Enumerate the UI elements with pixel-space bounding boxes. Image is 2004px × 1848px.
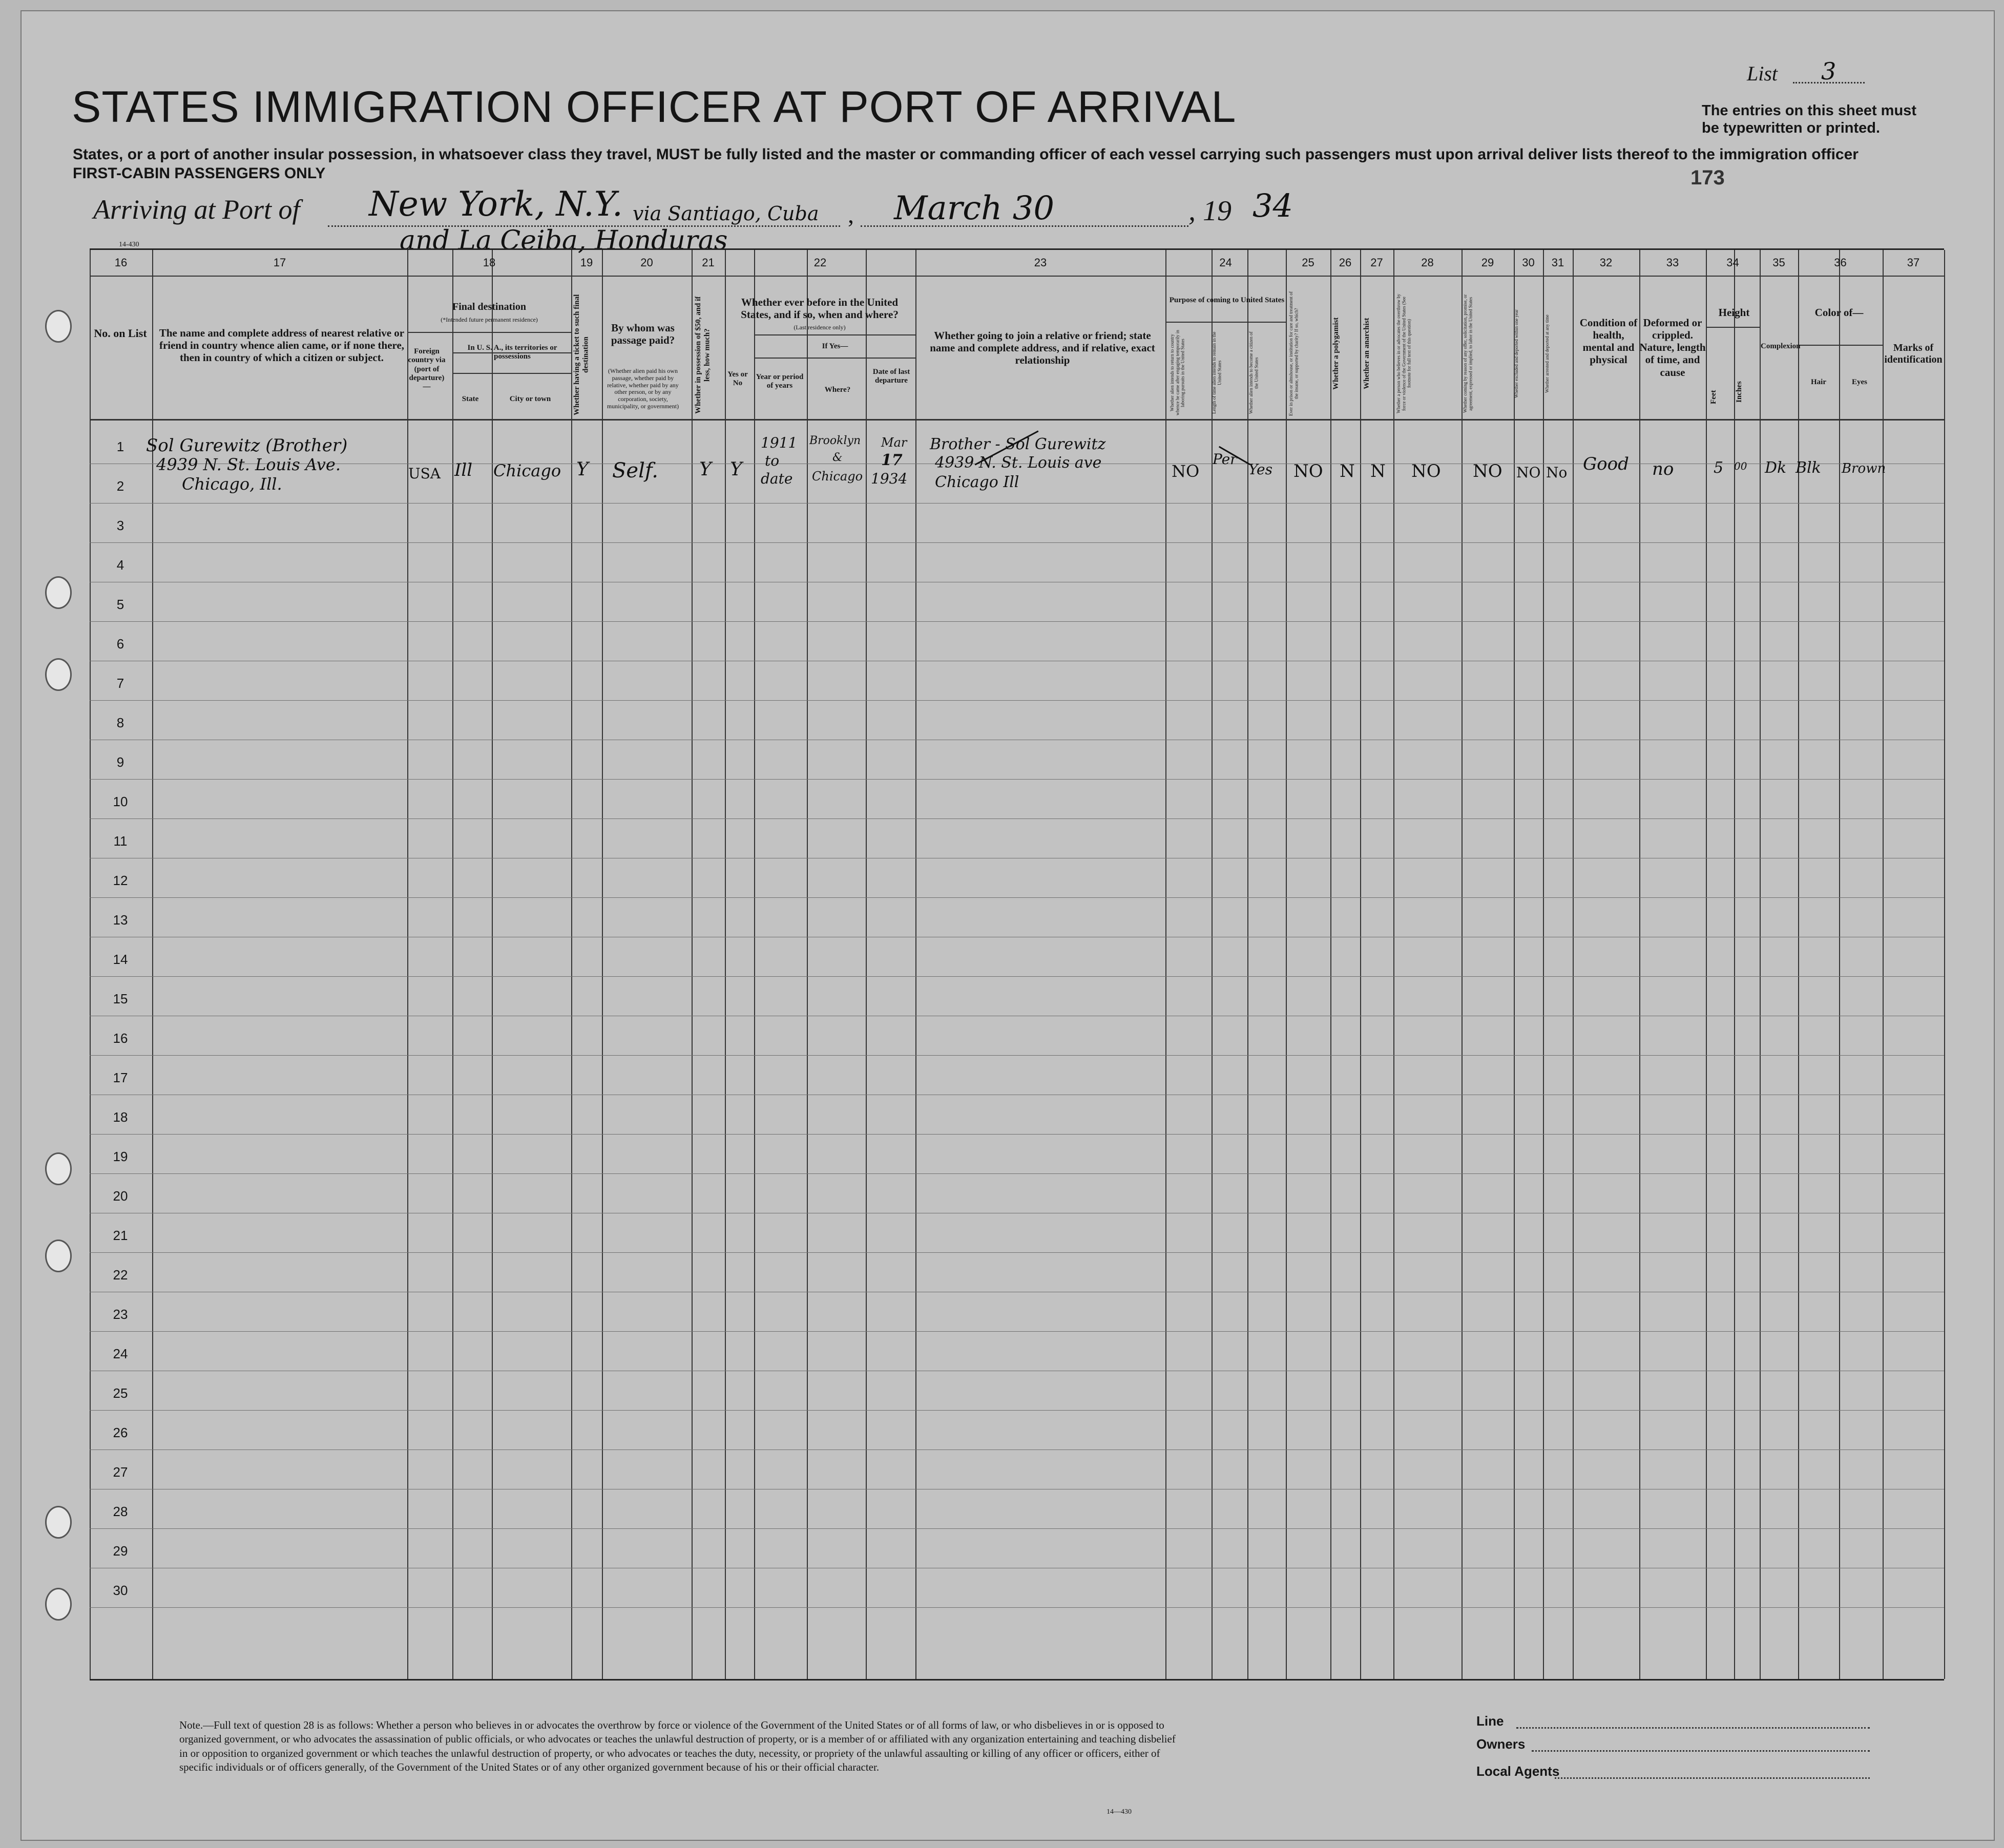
header-if-yes: If Yes— [822,342,848,350]
header-state: State [462,395,479,403]
entry-ticket: Y [576,459,589,480]
entry-where-2: & [832,451,843,464]
column-number-16: 16 [114,256,128,269]
row-number: 5 [116,597,124,612]
header-inches: Inches [1735,381,1743,403]
local-agents-label: Local Agents [1476,1763,1560,1779]
form-code-bottom: 14—430 [1107,1808,1132,1816]
column-number-27: 27 [1370,256,1383,269]
column-number-34: 34 [1726,256,1739,269]
stamp-number: 173 [1690,166,1725,189]
column-divider [1514,250,1515,1679]
column-number-23: 23 [1034,256,1047,269]
entry-relative-line2: 4939 N. St. Louis Ave. [156,455,341,474]
passenger-class: FIRST-CABIN PASSENGERS ONLY [73,165,326,182]
column-divider [1330,250,1331,1679]
header-relative: The name and complete address of nearest relative or friend in country whence alien came, or if none there, then in country of which a citizen or subject. [159,327,405,364]
entry-q28: NO [1411,461,1441,481]
row-divider [90,976,1944,977]
header-hair: Hair [1811,378,1826,386]
punch-hole [45,1240,72,1272]
row-number: 21 [113,1228,128,1243]
row-divider [90,1331,1944,1332]
column-number-17: 17 [273,256,286,269]
column-divider [1286,250,1287,1679]
row-divider [90,1607,1944,1608]
header-health: Condition of health, mental and physical [1579,317,1638,366]
subheader-divider [754,358,915,359]
entry-feet: 5 [1714,459,1724,477]
subheader-divider [1706,327,1760,328]
row-number: 18 [113,1109,128,1125]
column-divider [1944,250,1945,1679]
column-divider [1839,250,1840,1679]
header-purpose-citizen: Whether alien intends to become a citizen of the United States [1248,331,1259,414]
subheader-divider [452,373,571,374]
entry-join-2: 4939 N. St. Louis ave [935,454,1102,472]
header-polygamist: Whether a polygamist [1332,317,1340,390]
header-q28: Whether a person who believes in or advocates the overthrow by force or violence of the Government of the United States (See footnote for full text of this question) [1396,293,1412,414]
list-label: List [1747,62,1778,85]
column-divider [1360,250,1361,1679]
row-number: 9 [116,754,124,770]
header-final-destination-sub: (*Intended future permanent residence) [441,316,538,323]
row-number: 25 [113,1385,128,1401]
header-where: Where? [824,386,851,394]
line-label: Line [1476,1713,1504,1729]
header-q31: Whether arrested and deported at any time [1544,314,1550,393]
column-number-18: 18 [483,256,496,269]
entry-health: Good [1583,454,1629,474]
row-number: 4 [116,557,124,573]
row-divider [90,1055,1944,1056]
column-divider [492,250,493,1679]
entry-where-1: Brooklyn [809,434,861,447]
entry-years-1: 1911 [761,434,798,451]
row-number: 17 [113,1070,128,1085]
column-number-24: 24 [1219,256,1232,269]
entry-years-2: to [765,452,780,469]
entry-date-3: 1934 [871,470,908,487]
footnote-question-28: Note.—Full text of question 28 is as follows: Whether a person who believes in or advocates the overthrow by force or violence of the Government of the United States or of all forms of law, or who disbelieves in or is opposed to organized government, or who advocates the assassination of public officials, or who advocates or teaches the unlawful destruction of property, or is a member of or affiliated with any organization entertaining and teaching disbelief in or opposition to organized government or which teaches the unlawful destruction of property, or who advocates or teaches the duty, necessity, or propriety of the unlawful assaulting or killing of any officer or officers, either of specific individuals or of officers generally, of the Government of the United States or of any other organized government because of his or their official character. [179,1719,1176,1773]
entry-eyes: Brown [1842,461,1886,476]
header-money: Whether in possession of $50, and if less, how much? [694,296,712,414]
column-divider [1706,250,1707,1679]
row-divider [90,621,1944,622]
column-divider [807,250,808,1679]
column-divider [1543,250,1544,1679]
row-number: 19 [113,1149,128,1164]
column-number-20: 20 [640,256,653,269]
row-number: 3 [116,518,124,533]
row-divider [90,779,1944,780]
line-field [1516,1727,1870,1729]
arriving-label: Arriving at Port of [93,194,300,225]
row-divider [90,700,1944,701]
punch-hole [45,1588,72,1621]
header-prison: Ever in prison or almshouse, or institution for care and treatment of the insane, or supported by charity? If so, which? [1288,291,1299,416]
row-number: 23 [113,1307,128,1322]
header-final-destination: Final destination [452,301,526,312]
header-ever-before: Whether ever before in the United States, and if so, when and where? [741,296,899,321]
header-q29: Whether coming by reason of any offer, solicitation, promise, or agreement, expressed or implied, to labor in the United States [1463,294,1473,413]
year-prefix: , 19 [1188,195,1231,227]
header-yes-no: Yes or No [727,370,748,388]
header-purpose-length: Length of time alien intends to remain in the United States [1212,331,1222,414]
row-divider [90,1528,1944,1529]
column-number-33: 33 [1666,256,1679,269]
header-height: Height [1718,306,1750,319]
subheader-divider [1165,322,1286,323]
row-number: 26 [113,1425,128,1440]
via-route: via Santiago, Cuba [633,202,819,225]
column-number-31: 31 [1551,256,1564,269]
row-divider [90,897,1944,898]
header-deformed: Deformed or crippled. Nature, length of time, and cause [1639,317,1706,379]
entry-q30: NO [1516,464,1541,481]
row-divider [90,1252,1944,1253]
entry-inches: 00 [1734,460,1747,472]
column-divider [866,250,867,1679]
local-agents-field [1555,1777,1870,1779]
column-divider [1760,250,1761,1679]
header-usa: In U. S. A., its territories or possessions [467,344,557,361]
row-number: 11 [113,833,128,849]
entry-deformed: no [1652,459,1674,479]
form-title: STATES IMMIGRATION OFFICER AT PORT OF ARRIVAL [72,82,1237,132]
entry-date-2: 17 [881,451,903,469]
header-city: City or town [509,395,551,403]
header-color-of: Color of— [1814,306,1864,319]
entry-purpose-length: Per [1213,451,1237,468]
column-number-19: 19 [580,256,593,269]
column-number-36: 36 [1834,256,1847,269]
entry-q31: No [1546,464,1568,481]
owners-label: Owners [1476,1736,1526,1752]
form-instructions: States, or a port of another insular possession, in whatsoever class they travel, MUST be fully listed and the master or commanding officer of each vessel carrying such passengers must upon arrival deliver lists thereof to the immigration officer [73,146,1859,163]
subheader-divider [754,334,915,335]
entry-hair: Blk [1796,459,1821,477]
header-feet: Feet [1709,390,1718,405]
list-number: 3 [1821,57,1836,85]
row-number: 27 [113,1464,128,1480]
row-number: 14 [113,952,128,967]
entry-prison: NO [1293,461,1323,481]
column-divider [571,250,572,1679]
column-divider [915,250,916,1679]
column-divider [1639,250,1640,1679]
entry-foreign-country: USA [408,465,441,482]
column-divider [152,250,153,1679]
column-divider [452,250,453,1679]
row-number: 2 [116,478,124,494]
column-number-26: 26 [1339,256,1352,269]
entry-purpose-citizen: Yes [1248,461,1272,478]
header-year: Year or period of years [756,373,804,390]
entry-relative-line3: Chicago, Ill. [182,474,282,494]
row-divider [90,1410,1944,1411]
column-number-28: 28 [1421,256,1434,269]
subheader-divider [1798,345,1883,346]
entry-complexion: Dk [1765,459,1787,477]
punch-hole [45,658,72,691]
subheader-divider [407,332,571,333]
entry-ever-before: Y [730,459,742,480]
entries-note-2: be typewritten or printed. [1702,120,1881,136]
column-number-25: 25 [1302,256,1314,269]
manifest-table [90,248,1944,1681]
header-paid-by: By whom was passage paid? [611,322,675,347]
row-number: 22 [113,1267,128,1283]
entry-state: Ill [454,460,473,480]
column-divider [1393,250,1394,1679]
column-divider [754,250,755,1679]
row-number: 28 [113,1504,128,1519]
row-number: 8 [116,715,124,730]
punch-hole [45,310,72,343]
column-number-21: 21 [702,256,715,269]
form-code-top: 14-430 [119,241,139,248]
row-number: 12 [113,873,128,888]
column-divider [407,250,408,1679]
row-number: 13 [113,912,128,928]
column-divider [725,250,726,1679]
column-number-row-divider [90,276,1944,277]
entries-note-1: The entries on this sheet must [1702,102,1916,119]
column-number-22: 22 [813,256,827,269]
arrival-date: March 30 [894,190,1055,227]
punch-hole [45,1506,72,1539]
entry-q29: NO [1473,461,1502,481]
column-number-30: 30 [1522,256,1535,269]
row-number: 29 [113,1543,128,1559]
header-no-on-list: No. on List [94,327,147,340]
row-number: 20 [113,1188,128,1204]
header-foreign-country: Foreign country via (port of departure)— [408,347,446,391]
row-number: 6 [116,636,124,652]
row-divider [90,1134,1944,1135]
row-number: 16 [113,1031,128,1046]
comma-separator: , [848,201,854,228]
entry-join-1: Brother - Sol Gurewitz [930,435,1106,453]
header-eyes: Eyes [1852,378,1867,386]
row-number: 24 [113,1346,128,1361]
punch-hole [45,1152,72,1185]
via-route-continued: and La Ceiba, Honduras [400,225,728,256]
column-divider [692,250,693,1679]
header-bottom-divider [90,419,1944,421]
entry-where-3: Chicago [812,469,863,484]
entry-purpose-return: NO [1172,461,1200,481]
header-date-departure: Date of last departure [872,368,910,385]
header-going-to-join: Whether going to join a relative or friend; state name and complete address, and if relative, exact relationship [930,329,1155,367]
column-divider [1165,250,1166,1679]
row-divider [90,1173,1944,1174]
header-ticket: Whether having a ticket to such final destination [573,294,590,416]
header-complexion: Complexion [1761,342,1801,350]
entry-money: Y [699,459,712,480]
row-divider [90,542,1944,543]
row-divider [90,818,1944,819]
column-divider [1573,250,1574,1679]
row-number: 30 [113,1583,128,1598]
header-purpose: Purpose of coming to United States [1169,296,1285,304]
punch-hole [45,576,72,609]
column-number-29: 29 [1481,256,1494,269]
entry-polygamist: N [1340,461,1355,481]
row-number: 15 [113,991,128,1006]
row-number: 7 [116,676,124,691]
column-divider [602,250,603,1679]
header-marks: Marks of identification [1884,342,1943,365]
header-q30: Whether excluded and deported within one year [1514,309,1519,398]
header-anarchist: Whether an anarchist [1363,318,1371,390]
entry-years-3: date [761,470,793,487]
entry-relative-line1: Sol Gurewitz (Brother) [146,435,348,456]
header-ever-before-sub: (Last residence only) [794,324,846,331]
header-paid-by-sub: (Whether alien paid his own passage, whether paid by relative, whether paid by any other person, or by any corporation, society, municipality, or government) [607,367,679,410]
port-of-arrival: New York, N.Y. [369,184,623,224]
row-number: 10 [113,794,128,809]
entry-join-3: Chicago Ill [935,473,1019,491]
arrival-year: 34 [1252,187,1293,224]
entry-anarchist: N [1370,461,1386,481]
column-number-37: 37 [1907,256,1920,269]
entry-date-1: Mar [881,435,907,450]
owners-field [1532,1750,1870,1752]
column-divider [1462,250,1463,1679]
header-purpose-return: Whether alien intends to return to country whence he came after engaging temporarily in laboring pursuits in the United States [1170,330,1185,416]
column-number-35: 35 [1772,256,1785,269]
column-number-32: 32 [1599,256,1613,269]
entry-city: Chicago [493,461,561,480]
entry-paid-by: Self. [612,459,658,482]
row-number: 1 [116,439,124,454]
